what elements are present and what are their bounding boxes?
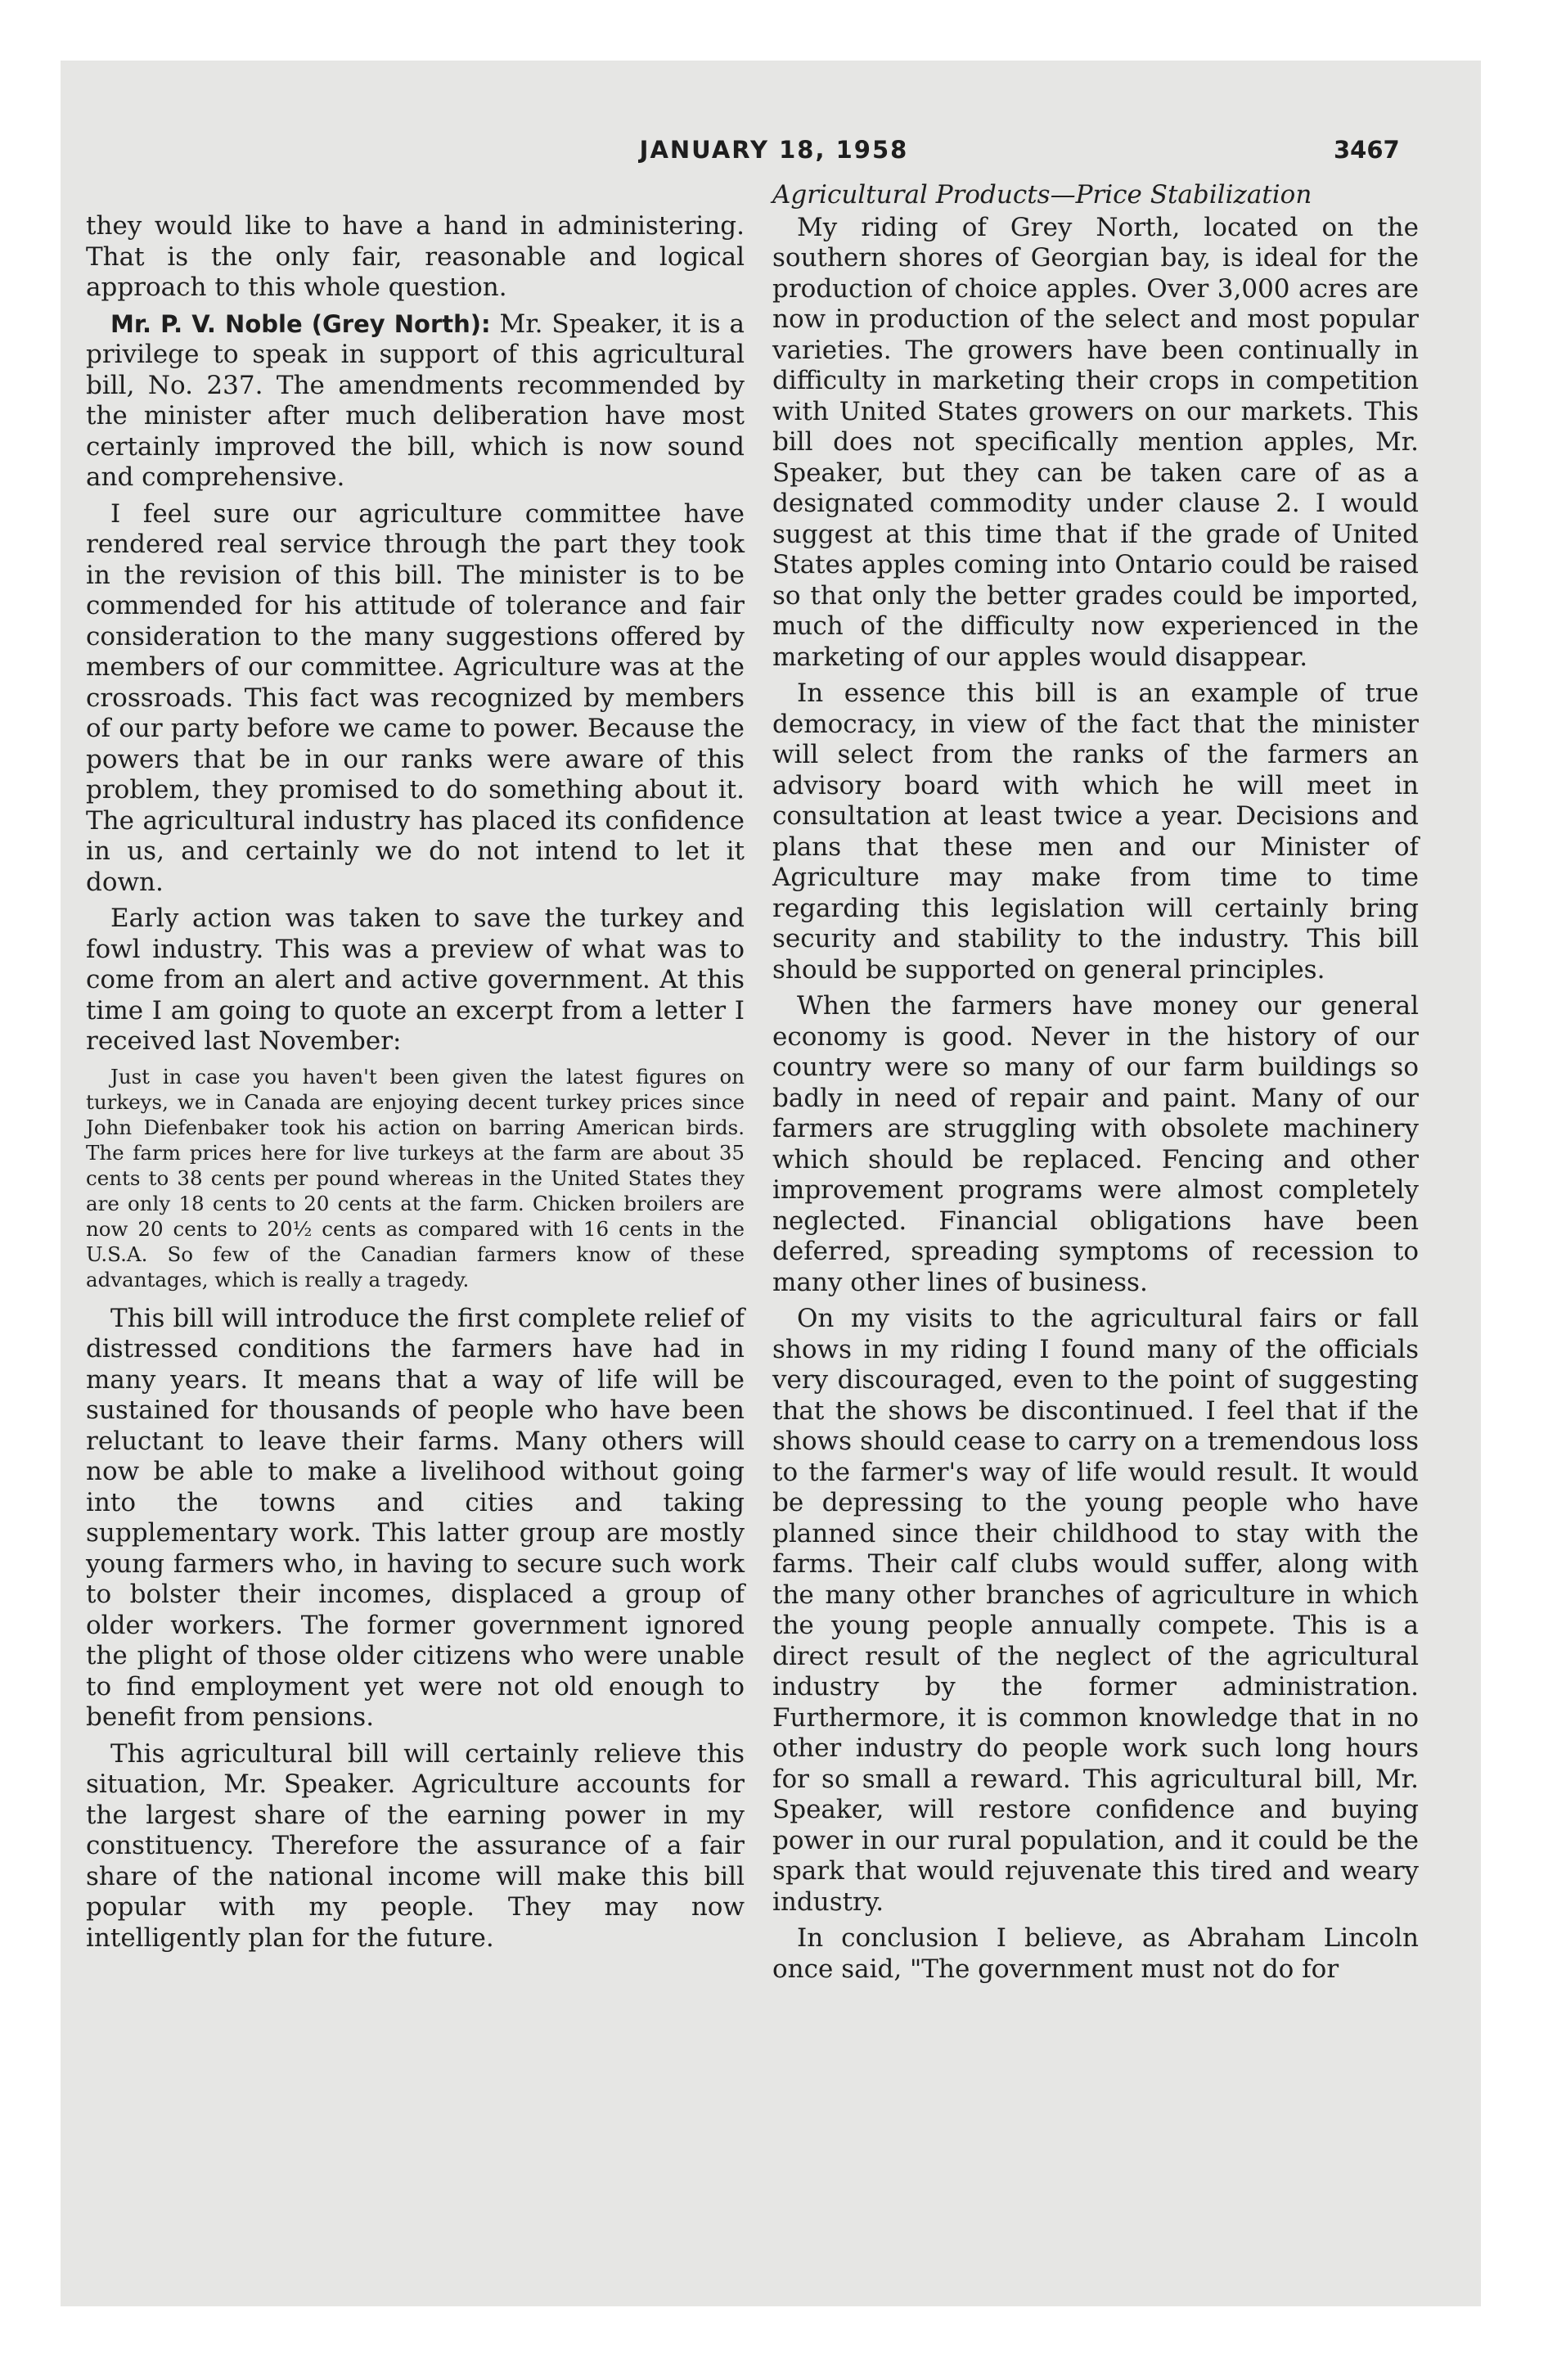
paragraph: This agricultural bill will certainly relieve this situation, Mr. Speaker. Agriculture accounts for the largest share of the earning power in my constituency. Therefore the assurance of a fair share of the national income will make this bill popular with my people. They may now intelligently plan for the future.	[86, 1738, 745, 1953]
right-column	[772, 180, 1419, 1990]
paragraph: This bill will introduce the first complete relief of distressed conditions the farmers have had in many years. It means that a way of life will be sustained for thousands of people who have been reluctant to leave their farms. Many others will now be able to make a livelihood without going into the towns and cities and taking supplementary work. This latter group are mostly young farmers who, in having to secure such work to bolster their incomes, displaced a group of older workers. The former government ignored the plight of those older citizens who were unable to find employment yet were not old enough to benefit from pensions.	[86, 1303, 745, 1732]
speaker-name: Mr. P. V. Noble (Grey North):	[110, 309, 491, 338]
speaker-paragraph	[86, 309, 745, 494]
running-subtitle: Agricultural Products—Price Stabilization	[772, 180, 1312, 210]
paragraph: Early action was taken to save the turkey and fowl industry. This was a preview of what was to come from an alert and active government. At this time I am going to quote an excerpt from a letter I received last November:	[86, 904, 745, 1056]
page-date: JANUARY 18, 1958	[639, 136, 909, 164]
letter-quote: Just in case you haven't been given the latest figures on turkeys, we in Canada are enjoying decent turkey prices since John Diefenbaker took his action on barring American birds. The farm prices here for live turkeys at the farm are about 35 cents to 38 cents per pound whereas in the United States they are only 18 cents to 20 cents at the farm. Chicken broilers are now 20 cents to 20½ cents as compared with 16 cents in the U.S.A. So few of the Canadian farmers know of these advantages, which is really a tragedy.	[86, 1064, 745, 1291]
page-number: 3467	[1334, 136, 1400, 164]
speaker-text: Mr. Speaker, it is a privilege to speak in support of this agricultural bill, No. 237. The amendments recommended by the minister after much deliberation have most certainly improved the bill, which is now sound and comprehensive.	[86, 309, 745, 492]
paragraph: On my visits to the agricultural fairs or fall shows in my riding I found many of the officials very discouraged, even to the point of suggesting that the shows be discontinued. I feel that if the shows should cease to carry on a tremendous loss to the farmer's way of life would result. It would be depressing to the young people who have planned since their childhood to stay with the farms. Their calf clubs would suffer, along with the many other branches of agriculture in which the young people annually compete. This is a direct result of the neglect of the agricultural industry by the former administration. Furthermore, it is common knowledge that in no other industry do people work such long hours for so small a reward. This agricultural bill, Mr. Speaker, will restore confidence and buying power in our rural population, and it could be the spark that would rejuvenate this tired and weary industry.	[772, 1304, 1419, 1917]
paragraph: My riding of Grey North, located on the southern shores of Georgian bay, is ideal for the production of choice apples. Over 3,000 acres are now in production of the select and most popular varieties. The growers have been continually in difficulty in marketing their crops in competition with United States growers on our markets. This bill does not specifically mention apples, Mr. Speaker, but they can be taken care of as a designated commodity under clause 2. I would suggest at this time that if the grade of United States apples coming into Ontario could be raised so that only the better grades could be imported, much of the difficulty now experienced in the marketing of our apples would disappear.	[772, 212, 1419, 672]
paragraph: When the farmers have money our general economy is good. Never in the history of our country were so many of our farm buildings so badly in need of repair and paint. Many of our farmers are struggling with obsolete machinery which should be replaced. Fencing and other improvement programs were almost completely neglected. Financial obligations have been deferred, spreading symptoms of recession to many other lines of business.	[772, 991, 1419, 1297]
paragraph: I feel sure our agriculture committee have rendered real service through the part they took in the revision of this bill. The minister is to be commended for his attitude of tolerance and fair consideration to the many suggestions offered by members of our committee. Agriculture was at the crossroads. This fact was recognized by members of our party before we came to power. Because the powers that be in our ranks were aware of this problem, they promised to do something about it. The agricultural industry has placed its confidence in us, and certainly we do not intend to let it down.	[86, 498, 745, 897]
paragraph: In essence this bill is an example of true democracy, in view of the fact that the minister will select from the ranks of the farmers an advisory board with which he will meet in consultation at least twice a year. Decisions and plans that these men and our Minister of Agriculture may make from time to time regarding this legislation will certainly bring security and stability to the industry. This bill should be supported on general principles.	[772, 678, 1419, 985]
left-column	[86, 211, 745, 1959]
paragraph: In conclusion I believe, as Abraham Lincoln once said, "The government must not do for	[772, 1923, 1419, 1984]
paragraph: they would like to have a hand in administering. That is the only fair, reasonable and logical approach to this whole question.	[86, 211, 745, 302]
